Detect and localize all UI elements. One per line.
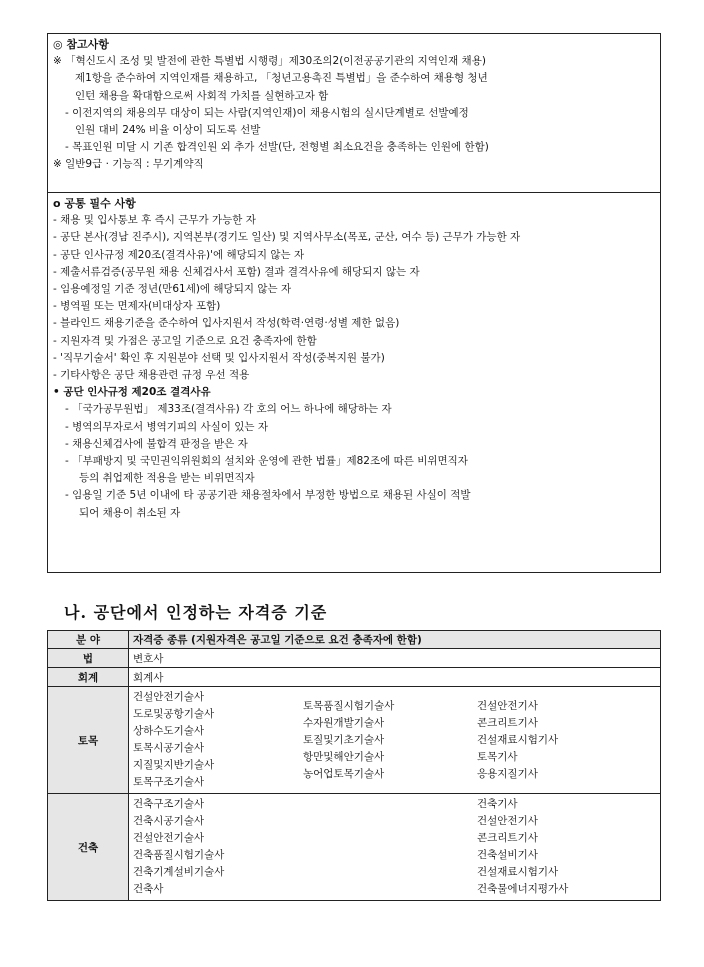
reference-line: 인턴 채용을 확대함으로써 사회적 가치를 실현하고자 함	[75, 89, 329, 102]
cert-column	[133, 796, 477, 898]
cert-item: 토목구조기술사	[133, 776, 205, 788]
cert-cell-group	[129, 794, 661, 901]
common-title: o 공통 필수 사항	[53, 197, 136, 210]
cert-column	[303, 689, 477, 783]
field-label: 법	[48, 649, 129, 668]
table-row	[48, 687, 661, 794]
cert-item: 콘크리트기사	[477, 717, 538, 729]
reference-line: ※ 일반9급 · 기능직 : 무기계약직	[53, 158, 204, 171]
cert-item: 토목품질시험기술사	[303, 700, 395, 712]
common-requirements-box	[47, 192, 661, 573]
common-item: - 블라인드 채용기준을 준수하여 입사지원서 작성(학력·연령·성별 제한 없음)	[53, 317, 400, 330]
cert-item: 건설재료시험기사	[477, 866, 559, 878]
cert-item: 수자원개발기술사	[303, 717, 385, 729]
reference-line: 인원 대비 24% 비율 이상이 되도록 선발	[75, 124, 261, 137]
reference-line: - 이전지역의 채용의무 대상이 되는 사람(지역인재)이 채용시험의 실시단계별로 선발예정	[65, 106, 469, 119]
cert-item: 콘크리트기사	[477, 832, 538, 844]
section-title: 나. 공단에서 인정하는 자격증 기준	[64, 603, 328, 622]
cert-item: 항만및해안기술사	[303, 751, 385, 763]
cert-item: 건축사	[133, 883, 164, 895]
reference-title: ◎ 참고사항	[53, 38, 109, 51]
table-row	[48, 649, 661, 668]
cert-item: 건축시공기술사	[133, 815, 205, 827]
cert-item: 건축기사	[477, 798, 518, 810]
field-label: 회계	[48, 668, 129, 687]
table-header-row	[48, 631, 661, 649]
cert-item: 지질및지반기술사	[133, 759, 215, 771]
cert-item: 건축설비기사	[477, 849, 538, 861]
cert-item: 응용지질기사	[477, 768, 538, 780]
field-label: 토목	[48, 687, 129, 794]
disqualification-item: 되어 채용이 취소된 자	[79, 506, 181, 519]
cert-item: 건설안전기사	[477, 815, 538, 827]
disqualification-item: - 병역의무자로서 병역기피의 사실이 있는 자	[65, 420, 269, 433]
cert-item: 토목기사	[477, 751, 518, 763]
cert-item: 건설재료시험기사	[477, 734, 559, 746]
cert-item: 농어업토목기술사	[303, 768, 385, 780]
disqualification-item: - 「부패방지 및 국민권익위원회의 설치와 운영에 관한 법률」제82조에 따른 비위면직자	[65, 455, 468, 468]
reference-line: - 목표인원 미달 시 기존 합격인원 외 추가 선발(단, 전형별 최소요건을 충족하는 인원에 한함)	[65, 141, 489, 154]
disqualification-title: • 공단 인사규정 제20조 결격사유	[53, 386, 211, 399]
cert-item: 건설안전기사	[477, 700, 538, 712]
reference-line: ※ 「혁신도시 조성 및 발전에 관한 특별법 시행령」제30조의2(이전공공기관의 지역인재 채용)	[53, 55, 486, 68]
common-item: - 임용예정일 기준 정년(만61세)에 해당되지 않는 자	[53, 283, 292, 296]
disqualification-item: - 「국가공무원법」 제33조(결격사유) 각 호의 어느 하나에 해당하는 자	[65, 403, 392, 416]
cert-cell: 회계사	[129, 668, 661, 687]
common-item: - 기타사항은 공단 채용관련 규정 우선 적용	[53, 369, 250, 382]
field-label: 건축	[48, 794, 129, 901]
reference-line: 제1항을 준수하여 지역인재를 채용하고, 「청년고용촉진 특별법」을 준수하여 채용형 청년	[75, 72, 488, 85]
cert-item: 건축기계설비기술사	[133, 866, 225, 878]
common-item: - 병역필 또는 면제자(비대상자 포함)	[53, 300, 221, 313]
table-row	[48, 794, 661, 901]
common-item: - 제출서류검증(공무원 채용 신체검사서 포함) 결과 결격사유에 해당되지 않는 자	[53, 265, 420, 278]
cert-item: 건설안전기술사	[133, 691, 205, 703]
common-item: - 채용 및 입사통보 후 즉시 근무가 가능한 자	[53, 214, 256, 227]
common-item: - 공단 본사(경남 진주시), 지역본부(경기도 일산) 및 지역사무소(목포, 군산, 여수 등) 근무가 가능한 자	[53, 231, 521, 244]
cert-cell-group	[129, 687, 661, 794]
table-row	[48, 668, 661, 687]
cert-item: 상하수도기술사	[133, 725, 205, 737]
disqualification-item: 등의 취업제한 적용을 받는 비위면직자	[79, 472, 255, 485]
common-item: - '직무기술서' 확인 후 지원분야 선택 및 입사지원서 작성(중복지원 불가)	[53, 351, 385, 364]
disqualification-item: - 임용일 기준 5년 이내에 타 공공기관 채용절차에서 부정한 방법으로 채용된 사실이 적발	[65, 489, 471, 502]
cert-item: 토목시공기술사	[133, 742, 205, 754]
cert-item: 건축품질시험기술사	[133, 849, 225, 861]
cert-item: 도로및공항기술사	[133, 708, 215, 720]
certificate-table	[47, 630, 661, 901]
cert-column	[477, 689, 627, 783]
cert-column	[133, 689, 303, 791]
cert-item: 토질및기초기술사	[303, 734, 385, 746]
header-cert-type: 자격증 종류 (지원자격은 공고일 기준으로 요건 충족자에 한함)	[129, 631, 661, 649]
cert-item: 건설안전기술사	[133, 832, 205, 844]
common-item: - 지원자격 및 가점은 공고일 기준으로 요건 충족자에 한함	[53, 334, 317, 347]
cert-column	[477, 796, 627, 898]
cert-item: 건축물에너지평가사	[477, 883, 569, 895]
reference-notes-box	[47, 33, 661, 193]
disqualification-item: - 채용신체검사에 불합격 판정을 받은 자	[65, 437, 248, 450]
common-item: - 공단 인사규정 제20조(결격사유)'에 해당되지 않는 자	[53, 248, 305, 261]
header-field: 분 야	[48, 631, 129, 649]
cert-cell: 변호사	[129, 649, 661, 668]
cert-item: 건축구조기술사	[133, 798, 205, 810]
